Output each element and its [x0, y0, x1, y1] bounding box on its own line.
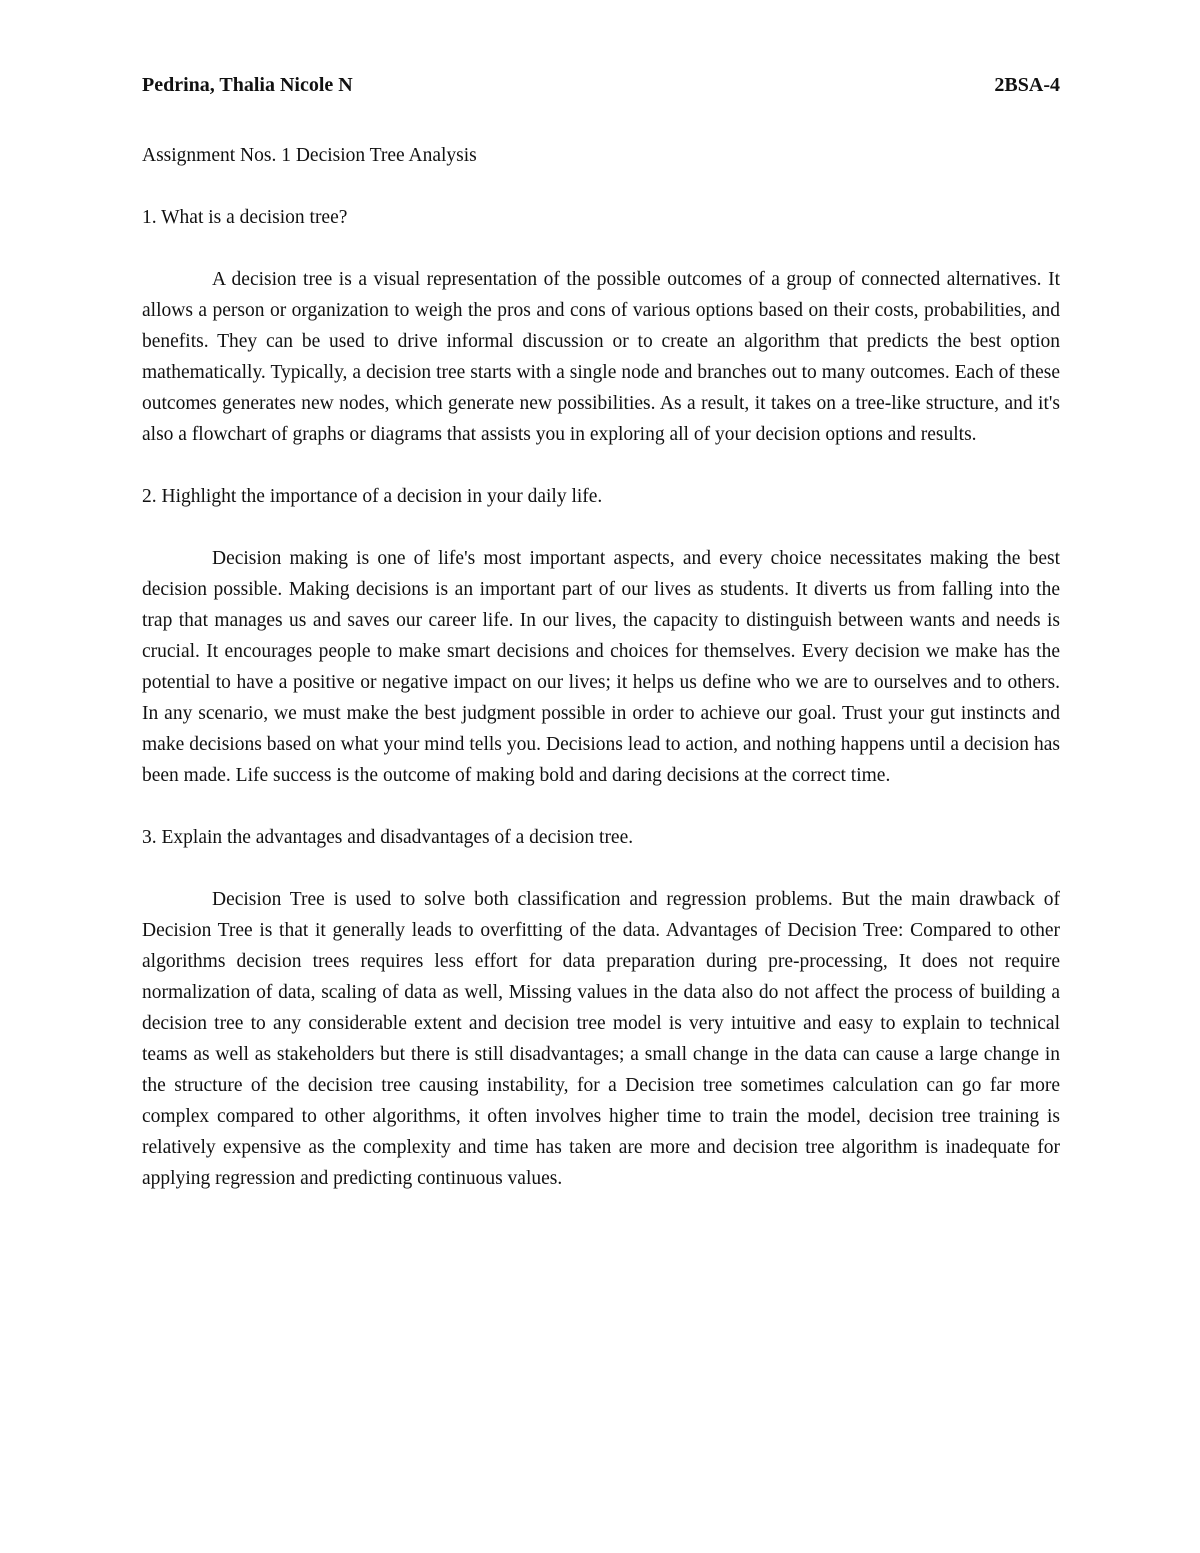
section-label: 2BSA-4 — [994, 74, 1060, 96]
question-2: 2. Highlight the importance of a decision in your daily life. — [142, 486, 603, 507]
answer-3: Decision Tree is used to solve both classification and regression problems. But the main drawback of Decision Tree is that it generally leads to overfitting of the data. Advantages of Decision Tree: Compared to other algorithms decision trees requires less effort for data preparation during pre-processing, It does not require normalization of data, scaling of data as well, Missing values in the data also do not affect the process of building a decision tree to any considerable extent and decision tree model is very intuitive and easy to explain to technical teams as well as stakeholders but there is still disadvantages; a small change in the data can cause a large change in the structure of the decision tree causing instability, for a Decision tree sometimes calculation can go far more complex compared to other algorithms, it often involves higher time to train the model, decision tree training is relatively expensive as the complexity and time has taken are more and decision tree algorithm is inadequate for applying regression and predicting continuous values. — [142, 889, 1060, 1189]
document-body — [142, 140, 1060, 1225]
question-3: 3. Explain the advantages and disadvantages of a decision tree. — [142, 827, 634, 848]
student-name: Pedrina, Thalia Nicole N — [142, 74, 353, 96]
question-1: 1. What is a decision tree? — [142, 207, 348, 228]
answer-1: A decision tree is a visual representation of the possible outcomes of a group of connected alternatives. It allows a person or organization to weigh the pros and cons of various options based on their costs, probabilities, and benefits. They can be used to drive informal discussion or to create an algorithm that predicts the best option mathematically. Typically, a decision tree starts with a single node and branches out to many outcomes. Each of these outcomes generates new nodes, which generate new possibilities. As a result, it takes on a tree-like structure, and it's also a flowchart of graphs or diagrams that assists you in exploring all of your decision options and results. — [142, 269, 1060, 445]
assignment-title: Assignment Nos. 1 Decision Tree Analysis — [142, 145, 477, 166]
answer-2: Decision making is one of life's most important aspects, and every choice necessitates making the best decision possible. Making decisions is an important part of our lives as students. It diverts us from falling into the trap that manages us and saves our career life. In our lives, the capacity to distinguish between wants and needs is crucial. It encourages people to make smart decisions and choices for themselves. Every decision we make has the potential to have a positive or negative impact on our lives; it helps us define who we are to ourselves and to others. In any scenario, we must make the best judgment possible in order to achieve our goal. Trust your gut instincts and make decisions based on what your mind tells you. Decisions lead to action, and nothing happens until a decision has been made. Life success is the outcome of making bold and daring decisions at the correct time. — [142, 548, 1060, 786]
document-header — [142, 70, 1060, 101]
